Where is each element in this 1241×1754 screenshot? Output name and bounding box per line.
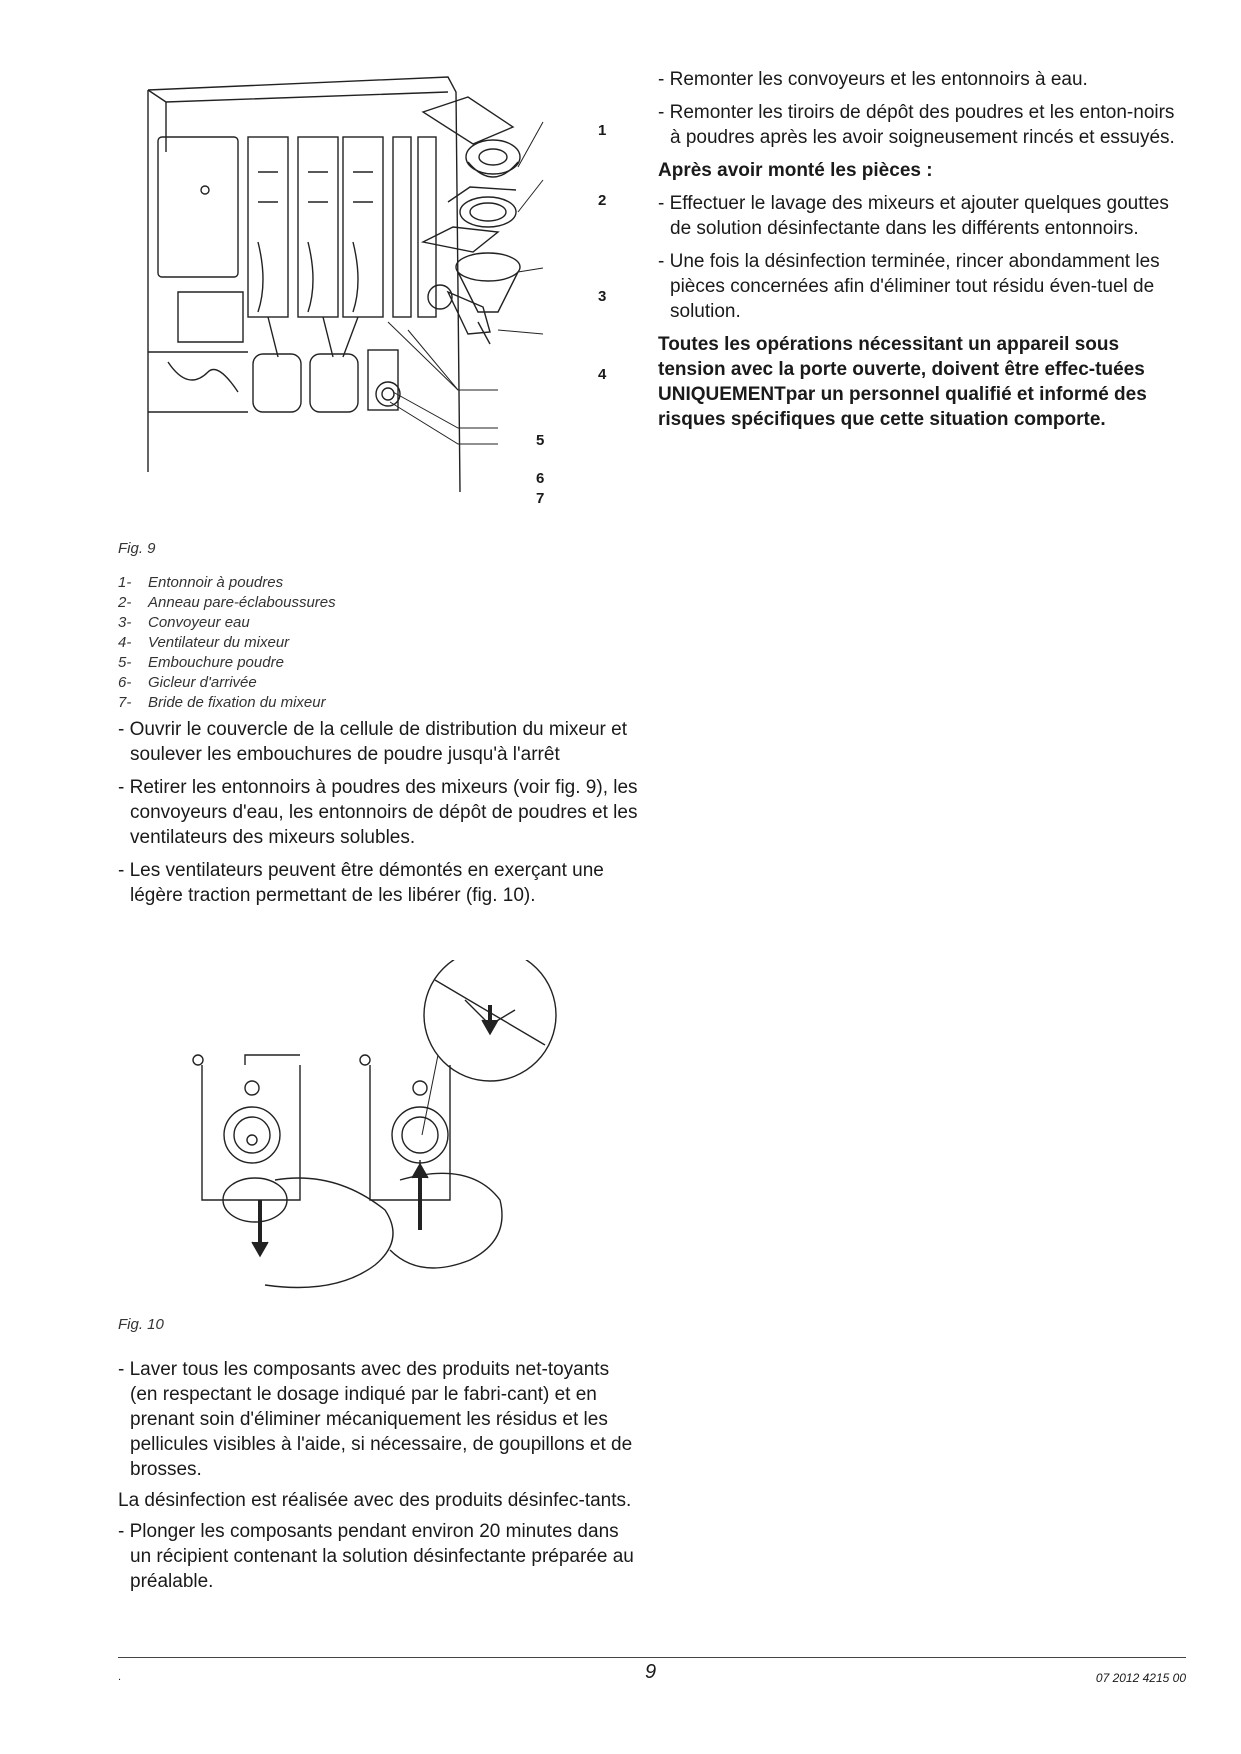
document-code: 07 2012 4215 00 — [1095, 1671, 1186, 1685]
section-heading: Après avoir monté les pièces : — [658, 160, 933, 181]
legend-item: 1- Entonnoir à poudres — [118, 574, 284, 591]
left-column-text-bottom — [118, 1357, 638, 1594]
instruction-remove-funnels: - Retirer les entonnoirs à poudres des mixeurs (voir fig. 9), les convoyeurs d'eau, les entonnoirs de dépôt de poudres et les ventilateurs des mixeurs solubles. — [118, 777, 638, 848]
instruction-reassemble-conveyors: - Remonter les convoyeurs et les entonnoirs à eau. — [658, 69, 1088, 90]
legend-item: 4- Ventilateur du mixeur — [118, 634, 290, 651]
footer-left-mark: . — [118, 1671, 122, 1683]
legend-item: 6- Gicleur d'arrivée — [118, 674, 257, 691]
figure-9-illustration — [118, 72, 628, 512]
footer-rule — [118, 1657, 1186, 1658]
callout-7: 7 — [536, 490, 545, 507]
callout-1: 1 — [598, 122, 607, 139]
instruction-reassemble-drawers: - Remonter les tiroirs de dépôt des poudres et les enton-noirs à poudres après les avoir soigneusement rincés et essuyés. — [658, 102, 1175, 148]
figure-9-legend — [118, 573, 538, 713]
legend-item: 7- Bride de fixation du mixeur — [118, 694, 326, 711]
callout-2: 2 — [598, 192, 607, 209]
fan-removal-drawing — [190, 960, 570, 1300]
page-number: 9 — [645, 1661, 657, 1683]
mixer-assembly-drawing — [118, 72, 628, 512]
legend-item: 5- Embouchure poudre — [118, 654, 284, 671]
instruction-wash-mixers: - Effectuer le lavage des mixeurs et ajouter quelques gouttes de solution désinfectante dans les différents entonnoirs. — [658, 193, 1169, 239]
legend-item: 3- Convoyeur eau — [118, 614, 250, 631]
instruction-open-cover: - Ouvrir le couvercle de la cellule de distribution du mixeur et soulever les embouchures de poudre jusqu'à l'arrêt — [118, 719, 628, 765]
callout-6: 6 — [536, 470, 545, 487]
instruction-rinse: - Une fois la désinfection terminée, rincer abondamment les pièces concernées afin d'éliminer tout résidu éven-tuel de solution. — [658, 251, 1160, 322]
right-column-text — [658, 67, 1178, 432]
left-column-text-top — [118, 717, 638, 908]
legend-item: 2- Anneau pare-éclaboussures — [118, 594, 336, 611]
figure-10-illustration — [190, 960, 570, 1300]
instruction-soak-components: - Plonger les composants pendant environ 20 minutes dans un récipient contenant la solution désinfectante préparée au préalable. — [118, 1521, 634, 1592]
safety-warning: Toutes les opérations nécessitant un appareil sous tension avec la porte ouverte, doivent être effec-tuées UNIQUEMENTpar un personnel qualifié et informé des risques spécifiques que cette situation comporte. — [658, 334, 1147, 430]
figure-9-caption: Fig. 9 — [118, 540, 156, 557]
callout-5: 5 — [536, 432, 545, 449]
instruction-remove-fans: - Les ventilateurs peuvent être démontés en exerçant une légère traction permettant de les libérer (fig. 10). — [118, 860, 604, 906]
figure-10-caption: Fig. 10 — [118, 1316, 164, 1333]
callout-4: 4 — [598, 366, 607, 383]
disinfection-note: La désinfection est réalisée avec des produits désinfec-tants. — [118, 1490, 632, 1511]
instruction-wash-components: - Laver tous les composants avec des produits net-toyants (en respectant le dosage indiqué par le fabri-cant) et en prenant soin d'éliminer mécaniquement les résidus et les pellicules visibles à l'aide, si nécessaire, de goupillons et de brosses. — [118, 1359, 633, 1480]
callout-3: 3 — [598, 288, 607, 305]
